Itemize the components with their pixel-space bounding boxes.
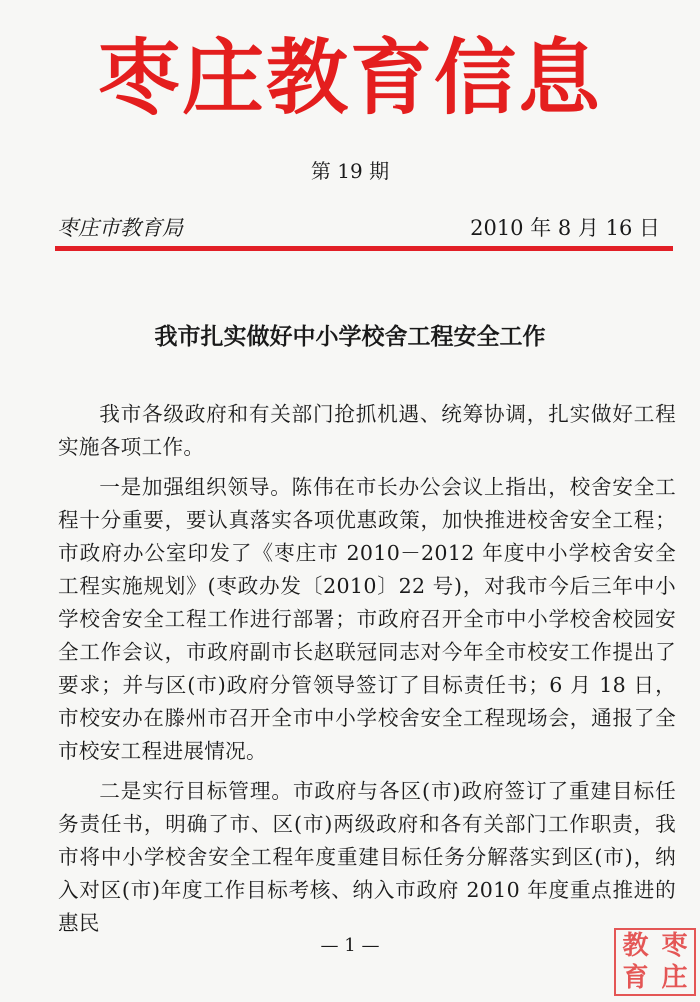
red-divider — [55, 246, 673, 251]
paragraph-organization: 一是加强组织领导。陈伟在市长办公会议上指出，校舍安全工程十分重要，要认真落实各项优惠政策，加快推进校舍安全工程；市政府办公室印发了《枣庄市 2010－2012 年度中小学校舍安全工程实施规划》(枣政办发〔2010〕22 号)，对我市今后三年中小学校舍安全工程工作进行部署；市政府召开全市中小学校舍校园安全工作会议，市政府副市长赵联冠同志对今年全市校安工作提出了要求；并与区(市)政府分管领导签订了目标责任书；6 月 18 日，市校安办在滕州市召开全市中小学校舍安全工程现场会，通报了全市校安工程进展情况。 — [58, 475, 676, 763]
red-seal-stamp — [614, 928, 696, 996]
issue-number: 第 19 期 — [310, 159, 390, 183]
publisher: 枣庄市教育局 — [57, 216, 183, 240]
article-headline: 我市扎实做好中小学校舍工程安全工作 — [154, 323, 546, 350]
paragraph-target-management: 二是实行目标管理。市政府与各区(市)政府签订了重建目标任务责任书，明确了市、区(市)两级政府和各有关部门工作职责，我市将中小学校舍安全工程年度重建目标任务分解落实到区(市)，纳入对区(市)年度工作目标考核、纳入市政府 2010 年度重点推进的惠民 — [58, 779, 676, 935]
article-body — [58, 398, 676, 947]
seal-char: 庄 — [661, 963, 688, 993]
seal-char: 教 — [622, 931, 649, 961]
page-number: — 1 — — [320, 935, 380, 956]
publish-date: 2010 年 8 月 16 日 — [470, 216, 660, 240]
masthead-title: 枣庄教育信息 — [97, 30, 602, 126]
seal-char: 枣 — [661, 931, 688, 961]
seal-char: 育 — [622, 963, 649, 993]
paragraph-intro: 我市各级政府和有关部门抢抓机遇、统筹协调，扎实做好工程实施各项工作。 — [58, 402, 676, 459]
